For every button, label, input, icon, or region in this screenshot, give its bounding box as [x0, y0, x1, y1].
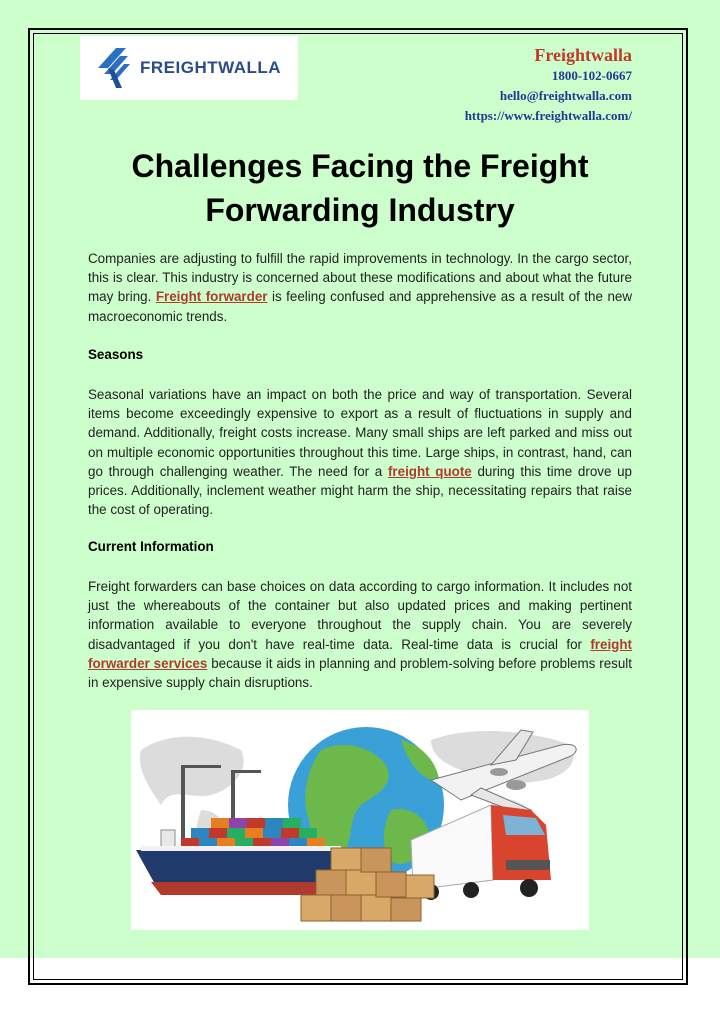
freight-forwarder-link[interactable]: Freight forwarder — [155, 289, 268, 305]
seasons-text-2: during this time drove up prices. Additionally, inclement weather might harm the ship, necessitating repairs that raise the cost of operating. — [88, 463, 632, 518]
seasons-heading: Seasons — [88, 347, 144, 362]
current-information-heading: Current Information — [88, 539, 214, 554]
logistics-illustration — [131, 710, 589, 930]
page-title — [80, 144, 640, 232]
email-address[interactable]: hello@freightwalla.com — [499, 88, 632, 103]
contact-block — [465, 44, 632, 126]
current-text-2: because it aids in planning and problem-solving before problems result in expensive supply chain disruptions. — [88, 655, 632, 691]
seasons-paragraph — [88, 385, 632, 519]
freight-quote-link[interactable]: freight quote — [387, 463, 472, 479]
logo — [80, 36, 298, 100]
intro-text-2: is feeling confused and apprehensive as a result of the new macroeconomic trends. — [88, 289, 633, 324]
logo-text: FREIGHTWALLA — [140, 58, 282, 77]
current-information-paragraph — [88, 577, 632, 692]
current-text-1: Freight forwarders can base choices on data according to cargo information. It includes not just the whereabouts of the container but also updated prices and making pertinent information available to everyone throughout the supply chain. You are severely disadvantaged if you don't have real-time data. Real-time data is crucial for — [88, 579, 632, 652]
company-name: Freightwalla — [534, 45, 632, 65]
freight-forwarder-services-link[interactable]: freight forwarder services — [88, 636, 632, 671]
seasons-text-1: Seasonal variations have an impact on both the price and way of transportation. Several items become exceedingly expensive to export as a result of fluctuations in supply and demand. Additionally, freight costs increase. Many small ships are left parked and miss out on multiple economic opportunities throughout this time. Large ships, in contrast, hand, can go through challenging weather. The need for a — [88, 387, 632, 479]
title-line-1: Challenges Facing the Freight — [131, 148, 589, 184]
website-url[interactable]: https://www.freightwalla.com/ — [464, 108, 632, 123]
title-line-2: Forwarding Industry — [205, 192, 515, 228]
intro-paragraph — [88, 249, 632, 326]
intro-text-1: Companies are adjusting to fulfill the rapid improvements in technology. In the cargo sector, this is clear. This industry is concerned about these modifications and about what the future may bring. — [88, 251, 632, 305]
phone-number: 1800-102-0667 — [551, 68, 632, 83]
freightwalla-logo-icon — [96, 46, 130, 90]
